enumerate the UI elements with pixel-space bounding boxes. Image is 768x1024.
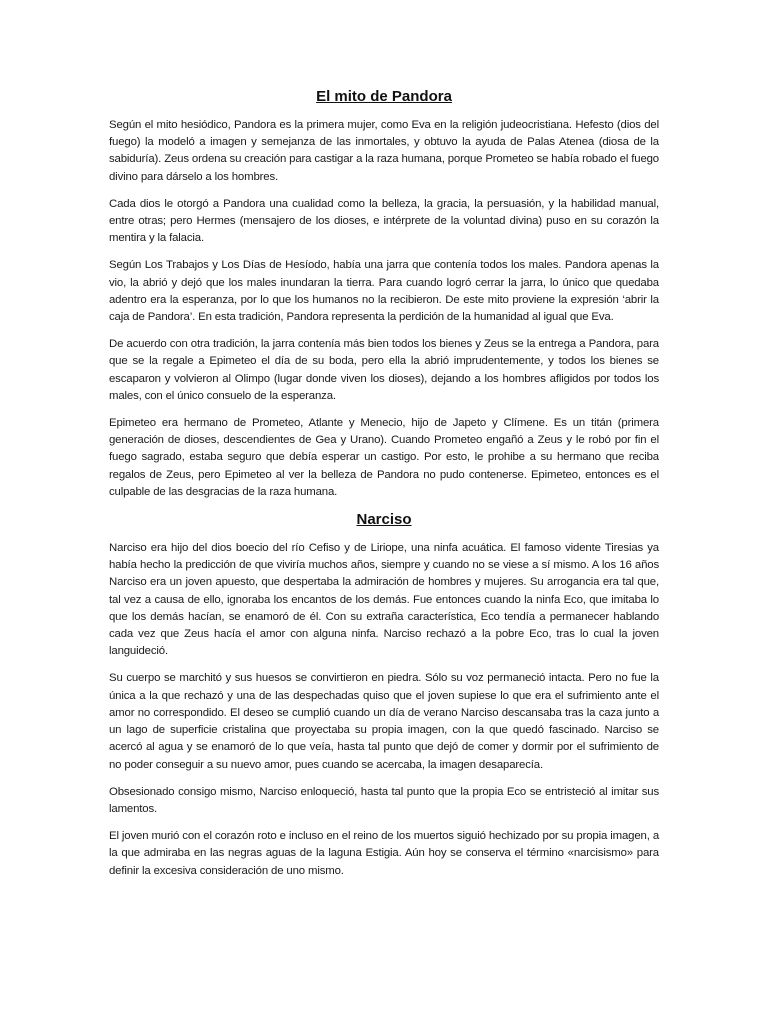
pandora-paragraph-2: Cada dios le otorgó a Pandora una cualidad como la belleza, la gracia, la persuasión, y la habilidad manual, entre otras; pero Hermes (mensajero de los dioses, e intérprete de la voluntad divina) puso en su corazón la mentira y la falacia. — [109, 197, 659, 245]
pandora-paragraph-5: Epimeteo era hermano de Prometeo, Atlante y Menecio, hijo de Japeto y Clímene. Es un titán (primera generación de dioses, descendientes de Gea y Urano). Cuando Prometeo engañó a Zeus y le robó por fin el fuego sagrado, estaba seguro que debía esperar un castigo. Por esto, le prohibe a su hermano que reciba regalos de Zeus, pero Epimeteo al ver la belleza de Pandora no pudo contenerse. Epimeteo, entonces es el culpable de las desgracias de la raza humana. — [109, 417, 659, 498]
pandora-paragraph-1: Según el mito hesiódico, Pandora es la primera mujer, como Eva en la religión judeocristiana. Hefesto (dios del fuego) la modeló a imagen y semejanza de las inmortales, y obtuvo la ayuda de Palas Atenea (diosa de la sabiduría). Zeus ordena su creación para castigar a la raza humana, porque Prometeo se había robado el fuego divino para dárselo a los hombres. — [109, 119, 659, 183]
document-page — [109, 86, 659, 890]
pandora-paragraph-3: Según Los Trabajos y Los Días de Hesíodo, había una jarra que contenía todos los males. Pandora apenas la vio, la abrió y dejó que los males inundaran la tierra. Para cuando logró cerrar la jarra, lo único que quedaba adentro era la esperanza, por lo que los humanos no la recibieron. De este mito proviene la expresión ‘abrir la caja de Pandora’. En esta tradición, Pandora representa la perdición de la humanidad al igual que Eva. — [109, 259, 659, 324]
section-heading-narciso: Narciso — [356, 511, 412, 529]
narciso-paragraph-3: Obsesionado consigo mismo, Narciso enloqueció, hasta tal punto que la propia Eco se entristeció al imitar sus lamentos. — [109, 785, 659, 815]
narciso-paragraph-4: El joven murió con el corazón roto e incluso en el reino de los muertos siguió hechizado por su propia imagen, a la que admiraba en las negras aguas de la laguna Estigia. Aún hoy se conserva el término «narcisismo» para definir la excesiva consideración de uno mismo. — [109, 830, 659, 877]
narciso-paragraph-1: Narciso era hijo del dios boecio del río Cefiso y de Liriope, una ninfa acuática. El famoso vidente Tiresias ya había hecho la predicción de que viviría muchos años, siempre y cuando no se viese a sí mismo. A los 16 años Narciso era un joven apuesto, que despertaba la admiración de hombres y mujeres. Su arrogancia era tal que, tal vez a causa de ello, ignoraba los encantos de los demás. Fue entonces cuando la ninfa Eco, que imitaba lo que los demás hacían, se enamoró de él. Con su extraña característica, Eco tendía a permanecer hablando cada vez que Zeus hacía el amor con alguna ninfa. Narciso rechazó a la pobre Eco, tras lo cual la joven languideció. — [109, 542, 659, 658]
document-title: El mito de Pandora — [316, 88, 452, 105]
pandora-paragraph-4: De acuerdo con otra tradición, la jarra contenía más bien todos los bienes y Zeus se la entrega a Pandora, para que se la regale a Epimeteo el día de su boda, pero ella la abrió imprudentemente, y todos los bienes se escaparon y volvieron al Olimpo (lugar donde viven los dioses), dejando a los hombres afligidos por todos los males, con el único consuelo de la esperanza. — [109, 338, 659, 402]
narciso-paragraph-2: Su cuerpo se marchitó y sus huesos se convirtieron en piedra. Sólo su voz permaneció intacta. Pero no fue la única a la que rechazó y una de las despechadas quiso que el joven supiese lo que era el sufrimiento ante el amor no correspondido. El deseo se cumplió cuando un día de verano Narciso descansaba tras la caza junto a un lago de superficie cristalina que proyectaba su propia imagen, con la que quedó fascinado. Narciso se acercó al agua y se enamoró de lo que veía, hasta tal punto que dejó de comer y dormir por el sufrimiento de no poder conseguir a su nuevo amor, pues cuando se acercaba, la imagen desaparecía. — [109, 672, 659, 771]
